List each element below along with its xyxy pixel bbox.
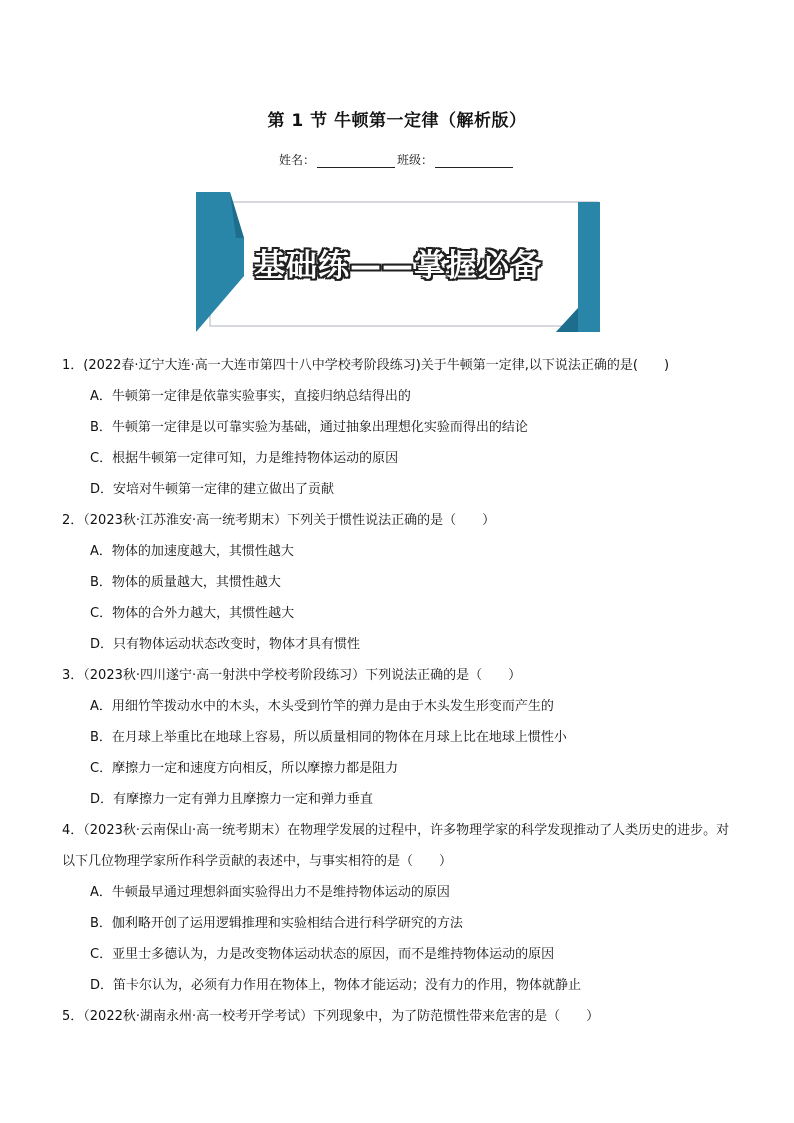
banner-title: 基础练——掌握必备 [254,248,542,284]
option-b: B．在月球上举重比在地球上容易，所以质量相同的物体在月球上比在地球上惯性小 [90,730,567,745]
option-a: A．牛顿第一定律是依靠实验事实，直接归纳总结得出的 [90,389,411,404]
section-banner [196,192,600,332]
question-list [62,350,742,1032]
name-blank[interactable] [317,155,395,168]
option-c: C．摩擦力一定和速度方向相反，所以摩擦力都是阻力 [90,761,399,776]
class-blank[interactable] [435,155,513,168]
question-stem: 1．(2022春·辽宁大连·高一大连市第四十八中学校考阶段练习)关于牛顿第一定律,以下说法正确的是( ) [62,358,670,373]
option-b: B．伽利略开创了运用逻辑推理和实验相结合进行科学研究的方法 [90,916,463,931]
option-c: C．根据牛顿第一定律可知，力是维持物体运动的原因 [90,451,399,466]
question-stem: 5．（2022秋·湖南永州·高一校考开学考试）下列现象中，为了防范惯性带来危害的是（ ） [62,1009,600,1024]
option-b: B．牛顿第一定律是以可靠实验为基础，通过抽象出理想化实验而得出的结论 [90,420,528,435]
option-d: D．笛卡尔认为，必须有力作用在物体上，物体才能运动；没有力的作用，物体就静止 [90,978,582,993]
option-d: D．有摩擦力一定有弹力且摩擦力一定和弹力垂直 [90,792,374,807]
option-d: D．安培对牛顿第一定律的建立做出了贡献 [90,482,335,497]
student-info-line [0,151,794,168]
question-stem: 2．（2023秋·江苏淮安·高一统考期末）下列关于惯性说法正确的是（ ） [62,513,496,528]
option-b: B．物体的质量越大，其惯性越大 [90,575,281,590]
option-c: C．物体的合外力越大，其惯性越大 [90,606,295,621]
question-stem: 4．（2023秋·云南保山·高一统考期末）在物理学发展的过程中，许多物理学家的科学发现推动了人类历史的进步。对以下几位物理学家所作科学贡献的表述中，与事实相符的是（ ） [62,823,730,869]
question-1 [62,350,742,505]
option-d: D．只有物体运动状态改变时，物体才具有惯性 [90,637,361,652]
question-3 [62,660,742,815]
page-title: 第 1 节 牛顿第一定律（解析版） [267,111,527,131]
question-4 [62,815,742,1001]
question-5 [62,1001,742,1032]
name-label: 姓名： [278,153,315,167]
class-label: 班级： [397,153,434,167]
option-a: A．物体的加速度越大，其惯性越大 [90,544,294,559]
question-stem: 3．（2023秋·四川遂宁·高一射洪中学校考阶段练习）下列说法正确的是（ ） [62,668,522,683]
option-a: A．用细竹竿拨动水中的木头，木头受到竹竿的弹力是由于木头发生形变而产生的 [90,699,554,714]
option-c: C．亚里士多德认为，力是改变物体运动状态的原因，而不是维持物体运动的原因 [90,947,555,962]
question-2 [62,505,742,660]
option-a: A．牛顿最早通过理想斜面实验得出力不是维持物体运动的原因 [90,885,450,900]
